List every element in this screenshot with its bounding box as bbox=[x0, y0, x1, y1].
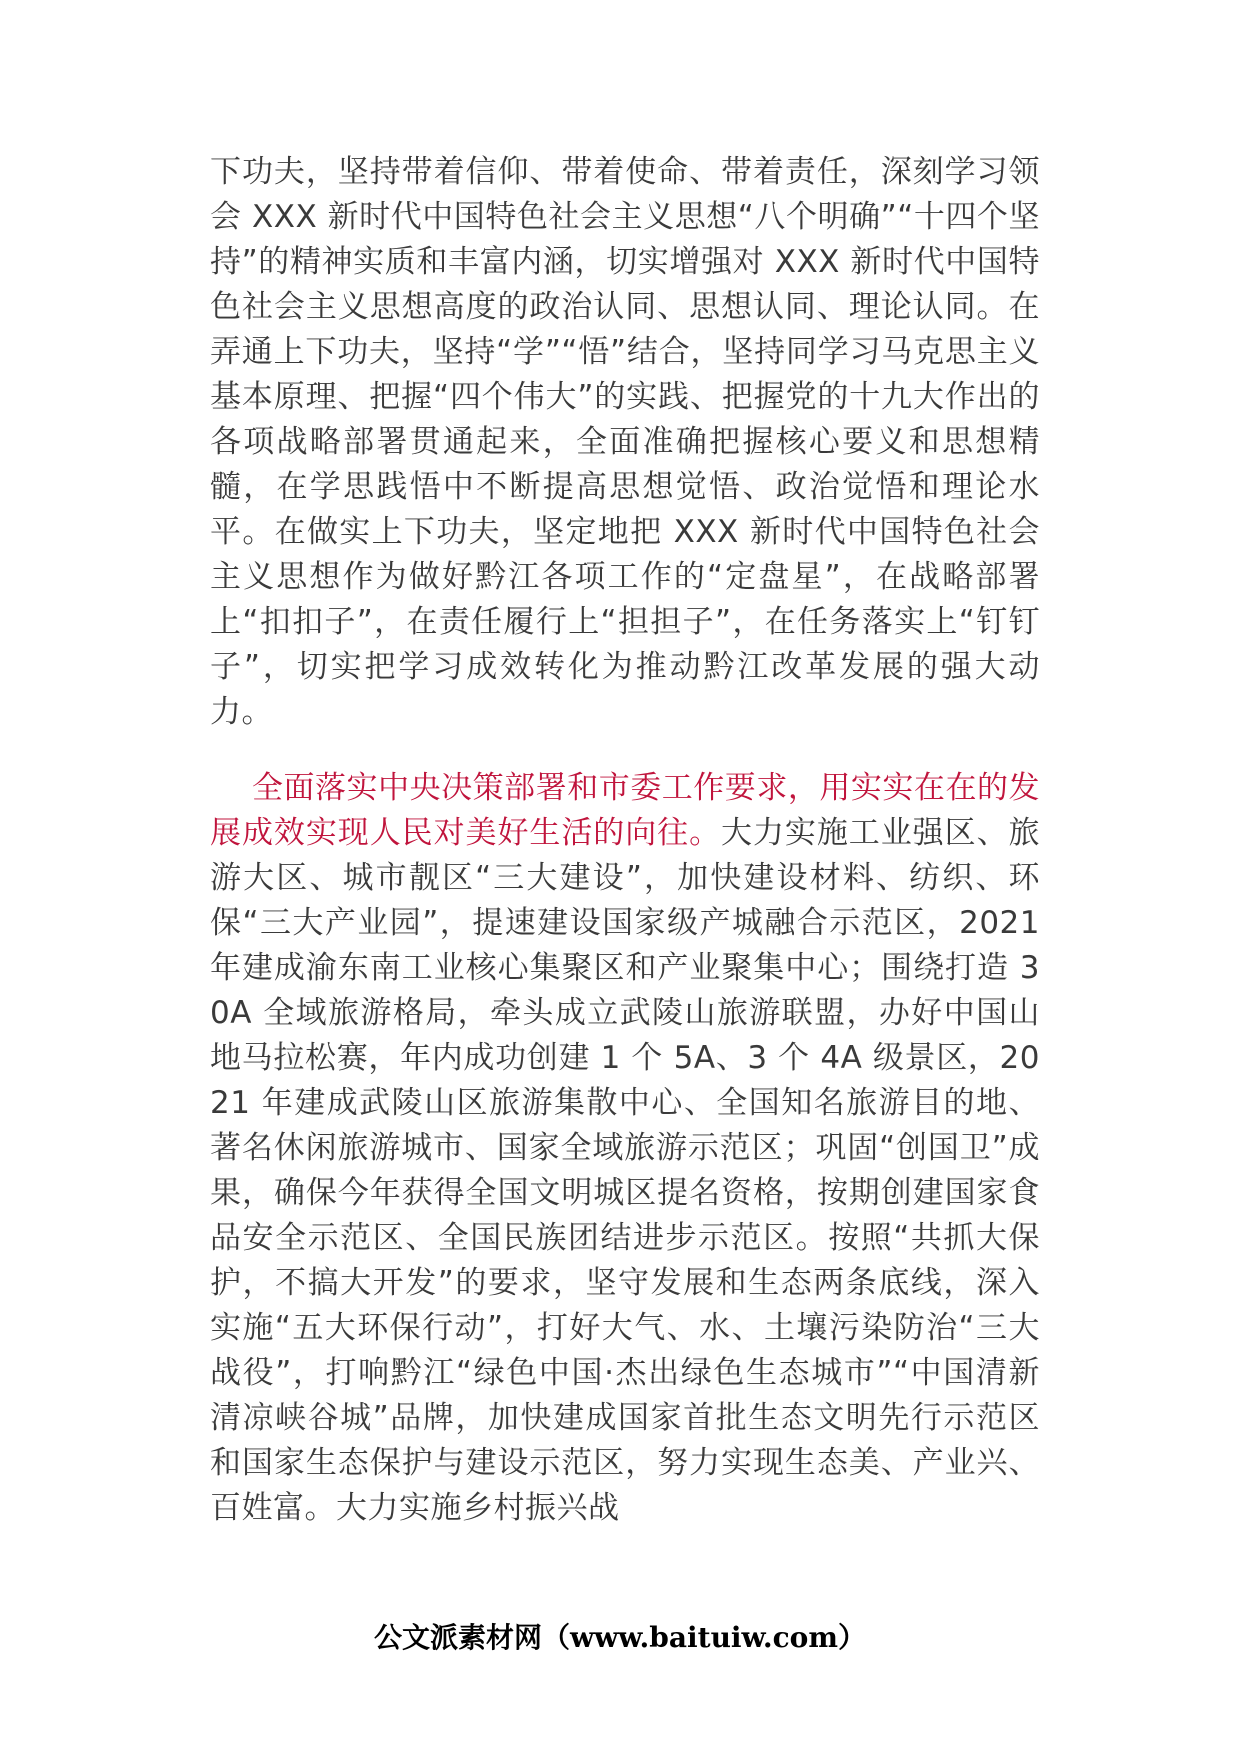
body-paragraph-2 bbox=[210, 766, 1040, 1531]
paragraph-2-key-sentence: 全面落实中央决策部署和市委工作要求，用实实在在的发展成效实现人民对美好生活的向往。 bbox=[210, 770, 1040, 851]
footer-source-watermark: 公文派素材网（www.baituiw.com） bbox=[374, 1621, 866, 1654]
body-paragraph-1: 下功夫，坚持带着信仰、带着使命、带着责任，深刻学习领会 XXX 新时代中国特色社会主义思想“八个明确”“十四个坚持”的精神实质和丰富内涵，切实增强对 XXX 新时代中国特色社会主义思想高度的政治认同、思想认同、理论认同。在弄通上下功夫，坚持“学”“悟”结合，坚持同学习马克思主义基本原理、把握“四个伟大”的实践、把握党的十九大作出的各项战略部署贯通起来，全面准确把握核心要义和思想精髓，在学思践悟中不断提高思想觉悟、政治觉悟和理论水平。在做实上下功夫，坚定地把 XXX 新时代中国特色社会主义思想作为做好黔江各项工作的“定盘星”，在战略部署上“扣扣子”，在责任履行上“担担子”，在任务落实上“钉钉子”，切实把学习成效转化为推动黔江改革发展的强大动力。 bbox=[210, 154, 1040, 730]
document-content bbox=[210, 150, 1040, 1531]
paragraph-2-body: 大力实施工业强区、旅游大区、城市靓区“三大建设”，加快建设材料、纺织、环保“三大产业园”，提速建设国家级产城融合示范区，2021 年建成渝东南工业核心集聚区和产业聚集中心；围绕打造 30A 全域旅游格局，牵头成立武陵山旅游联盟，办好中国山地马拉松赛，年内成功创建 1 个 5A、3 个 4A 级景区，2021 年建成武陵山区旅游集散中心、全国知名旅游目的地、著名休闲旅游城市、国家全域旅游示范区；巩固“创国卫”成果，确保今年获得全国文明城区提名资格，按期创建国家食品安全示范区、全国民族团结进步示范区。按照“共抓大保护，不搞大开发”的要求，坚守发展和生态两条底线，深入实施“五大环保行动”，打好大气、水、土壤污染防治“三大战役”，打响黔江“绿色中国·杰出绿色生态城市”“中国清新清凉峡谷城”品牌，加快建成国家首批生态文明先行示范区和国家生态保护与建设示范区，努力实现生态美、产业兴、百姓富。大力实施乡村振兴战 bbox=[210, 815, 1041, 1526]
